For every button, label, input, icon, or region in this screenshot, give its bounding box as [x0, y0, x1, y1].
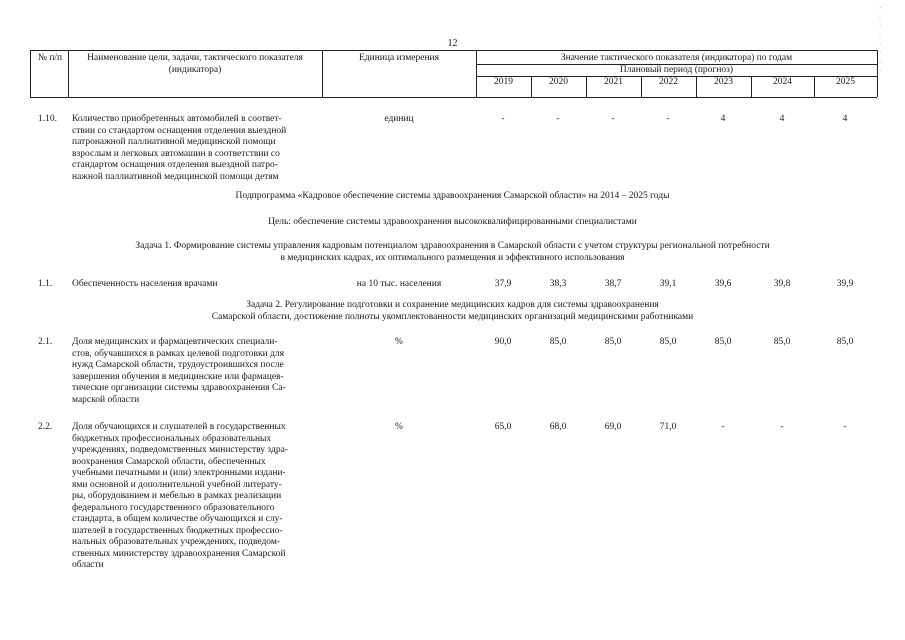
- row-description: [72, 422, 318, 572]
- value-2019: 37,9: [494, 279, 512, 289]
- row-number: 2.2.: [38, 422, 53, 432]
- planned-period-header: Плановый период (прогноз): [619, 65, 734, 75]
- year-2020: 2020: [549, 77, 568, 87]
- year-2023: 2023: [714, 77, 733, 87]
- header-left-border: [30, 50, 31, 97]
- value-2020: 85,0: [549, 337, 567, 347]
- desc-line: нальных образовательных учреждениях, подведом-: [72, 537, 281, 547]
- row-unit: %: [395, 337, 403, 347]
- desc-line: стандартом оснащения отделения выездной патро-: [72, 160, 278, 170]
- desc-line: шателей в государственных бюджетных профессио-: [72, 525, 283, 536]
- desc-line: стандарта, в общем количестве обучающихся и слу-: [72, 514, 283, 524]
- desc-line: бюджетных профессиональных образовательных: [72, 433, 272, 444]
- task1-heading-line1: Задача 1. Формирование системы управления кадровым потенциалом здравоохранения в Самарской области с учетом структуры региональной потребности: [135, 241, 770, 251]
- value-2021: 85,0: [604, 337, 622, 347]
- value-2020: -: [556, 114, 560, 124]
- desc-line: патронажной паллиативной медицинской помощи: [72, 137, 276, 147]
- value-2024: -: [780, 422, 784, 432]
- value-2022: -: [666, 114, 670, 124]
- value-2022: 85,0: [659, 337, 677, 347]
- value-2023: 85,0: [714, 337, 732, 347]
- col-unit-header: Единица измерения: [359, 53, 439, 63]
- desc-line: завершения обучения в медицинские или фармацев-: [72, 371, 284, 382]
- row-unit: на 10 тыс. населения: [356, 279, 442, 289]
- value-2019: 65,0: [494, 422, 512, 432]
- desc-line: нажной паллиативной медицинской помощи детям: [72, 171, 279, 182]
- year-2019: 2019: [494, 77, 513, 87]
- value-2025: 4: [842, 114, 848, 124]
- value-2024: 85,0: [773, 337, 791, 347]
- desc-line: нужд Самарской области, трудоустроившихся после: [72, 360, 284, 370]
- col-name-header: Наименование цели, задачи, тактического показателя (индикатора): [87, 53, 303, 75]
- value-2021: -: [611, 114, 615, 124]
- value-2025: -: [843, 422, 847, 432]
- goal-heading: Цель: обеспечение системы здравоохранения высококвалифицированными специалистами: [268, 217, 637, 227]
- desc-line: Количество приобретенных автомобилей в соответ-: [72, 114, 282, 124]
- row-description: [72, 114, 318, 183]
- desc-line: ствии со стандартом оснащения отделения выездной: [72, 125, 287, 136]
- row-number: 1.10.: [38, 114, 57, 124]
- desc-line: федерального государственного образовательного: [72, 502, 275, 513]
- value-2020: 68,0: [549, 422, 567, 432]
- desc-line: учреждениях, подведомственных министерству здра-: [72, 445, 288, 455]
- header-right-border: [877, 50, 878, 97]
- header-top-border: [30, 50, 877, 51]
- row-number: 2.1.: [38, 337, 53, 347]
- desc-line: взрослым и легковых автомашин в соответствии со: [72, 148, 280, 159]
- desc-line: стов, обучавшихся в рамках целевой подготовки для: [72, 348, 285, 359]
- value-2023: 39,6: [714, 279, 732, 289]
- value-2019: -: [501, 114, 505, 124]
- row-description: [72, 337, 318, 406]
- year-2022: 2022: [659, 77, 678, 87]
- task1-heading-line2: в медицинских кадрах, их оптимального размещения и эффективного использования: [280, 253, 625, 263]
- value-2021: 69,0: [604, 422, 622, 432]
- desc-line: воохранения Самарской области, обеспеченных: [72, 456, 266, 467]
- desc-line: ственных министерству здравоохранения Самарской: [72, 548, 286, 559]
- desc-line: учебными печатными и (или) электронными издани-: [72, 468, 286, 478]
- value-2025: 85,0: [836, 337, 854, 347]
- row-description: Обеспеченность населения врачами: [72, 279, 218, 289]
- value-2024: 39,8: [773, 279, 791, 289]
- subprogram-heading: Подпрограмма «Кадровое обеспечение системы здравоохранения Самарской области» на 2014 – 2025 годы: [235, 191, 670, 201]
- year-2024: 2024: [773, 77, 792, 87]
- header-col-divider-2: [322, 50, 323, 97]
- year-2021: 2021: [604, 77, 623, 87]
- desc-line: ры, оборудованием и мебелью в рамках реализации: [72, 491, 282, 501]
- value-2025: 39,9: [836, 279, 854, 289]
- value-2019: 90,0: [494, 337, 512, 347]
- value-2020: 38,3: [549, 279, 567, 289]
- desc-line: области: [72, 560, 104, 570]
- value-2022: 39,1: [659, 279, 677, 289]
- value-2023: 4: [720, 114, 726, 124]
- year-2025: 2025: [836, 77, 855, 87]
- desc-line: Доля обучающихся и слушателей в государственных: [72, 422, 286, 432]
- task2-heading-line2: Самарской области, достижение полноты укомплектованности медицинских организаций медицинскими работниками: [211, 312, 694, 322]
- value-2021: 38,7: [604, 279, 622, 289]
- desc-line: тические организации системы здравоохранения Са-: [72, 383, 286, 393]
- value-2022: 71,0: [659, 422, 677, 432]
- desc-line: марской области: [72, 394, 140, 405]
- row-number: 1.1.: [38, 279, 53, 289]
- value-2024: 4: [779, 114, 785, 124]
- margin-scan-marks: · : · : · · : ·: [879, 4, 882, 75]
- task2-heading-line1: Задача 2. Регулирование подготовки и сохранение медицинских кадров для системы здравоохранения: [246, 300, 659, 310]
- col-values-header: Значение тактического показателя (индикатора) по годам: [560, 53, 793, 63]
- page-number: 12: [447, 38, 458, 49]
- header-col-divider-1: [68, 50, 69, 97]
- row-unit: %: [395, 422, 403, 432]
- col-num-header: № п/п: [37, 53, 63, 63]
- header-bottom-border: [30, 97, 877, 98]
- row-unit: единиц: [384, 114, 414, 124]
- desc-line: Доля медицинских и фармацевтических специали-: [72, 337, 278, 347]
- value-2023: -: [721, 422, 725, 432]
- header-col-divider-3: [476, 50, 477, 97]
- desc-line: ями основной и дополнительной учебной литерату-: [72, 479, 282, 490]
